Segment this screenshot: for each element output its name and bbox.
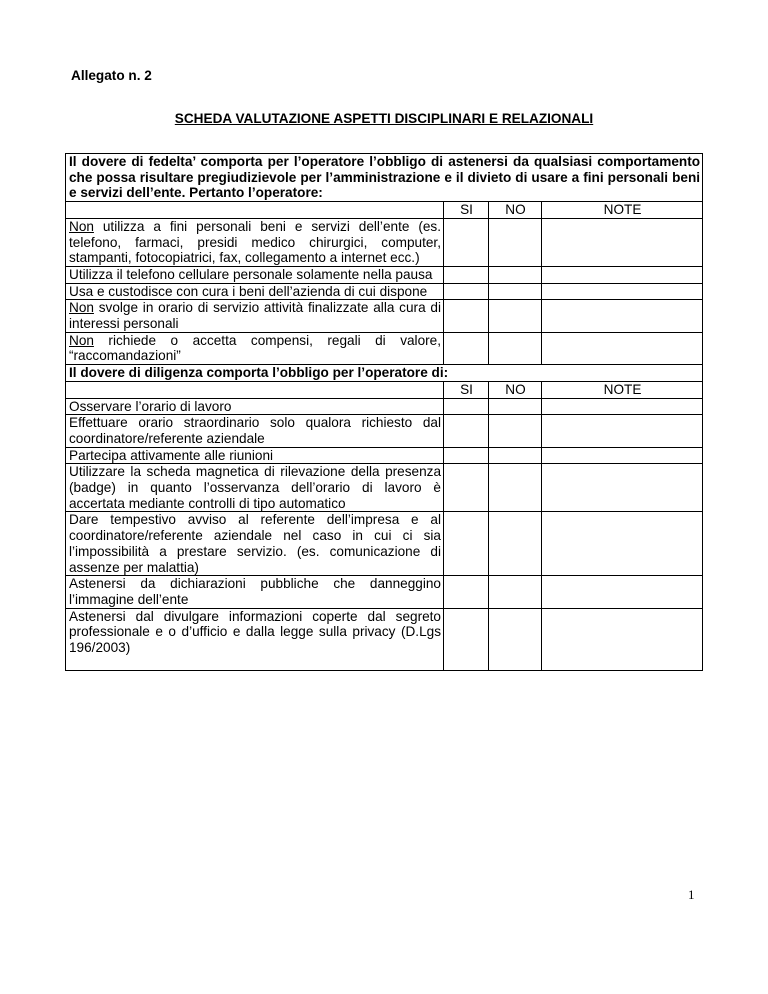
item-text (66, 576, 444, 608)
section-intro-row (66, 365, 703, 382)
item-text (66, 608, 444, 670)
item-body: svolge in orario di servizio attività finalizzate alla cura di interessi personali (69, 300, 441, 332)
si-cell[interactable] (444, 283, 489, 300)
item-row (66, 512, 703, 576)
no-cell[interactable] (489, 512, 542, 576)
item-text (66, 332, 444, 364)
item-text (66, 300, 444, 332)
item-row (66, 576, 703, 608)
item-body: Effettuare orario straordinario solo qualora richiesto dal coordinatore/referente aziendale (69, 415, 441, 446)
item-text (66, 218, 444, 266)
no-cell[interactable] (489, 576, 542, 608)
document-title: SCHEDA VALUTAZIONE ASPETTI DISCIPLINARI E RELAZIONALI (174, 111, 594, 126)
section-intro-row (66, 154, 703, 202)
item-lead: Non (69, 332, 94, 348)
note-cell[interactable] (542, 608, 703, 670)
header-si: SI (444, 202, 489, 219)
diligenza-intro: Il dovere di diligenza comporta l’obbligo per l’operatore di: (66, 365, 703, 382)
column-header-row (66, 202, 703, 219)
item-body: Usa e custodisce con cura i beni dell’azienda di cui dispone (69, 283, 428, 299)
note-cell[interactable] (542, 398, 703, 415)
item-text (66, 398, 444, 415)
item-body: Astenersi dal divulgare informazioni coperte dal segreto professionale e o d’ufficio e dalla legge sulla privacy (D.Lgs 196/2003) (69, 608, 441, 656)
item-body: Utilizzare la scheda magnetica di rilevazione della presenza (badge) in quanto l’osservanza dell’orario di lavoro è accertata mediante controlli di tipo automatico (69, 464, 441, 511)
si-cell[interactable] (444, 464, 489, 512)
no-cell[interactable] (489, 300, 542, 332)
item-text (66, 464, 444, 512)
item-text (66, 283, 444, 300)
note-cell[interactable] (542, 415, 703, 447)
item-row (66, 464, 703, 512)
item-body: Astenersi da dichiarazioni pubbliche che danneggino l’immagine dell’ente (69, 576, 441, 607)
item-row (66, 266, 703, 283)
note-cell[interactable] (542, 512, 703, 576)
item-row (66, 218, 703, 266)
item-row (66, 608, 703, 670)
si-cell[interactable] (444, 332, 489, 364)
item-row (66, 447, 703, 464)
item-body: Partecipa attivamente alle riunioni (69, 447, 274, 463)
no-cell[interactable] (489, 332, 542, 364)
item-text (66, 512, 444, 576)
header-si: SI (444, 381, 489, 398)
annex-label: Allegato n. 2 (71, 68, 152, 83)
header-no: NO (489, 381, 542, 398)
no-cell[interactable] (489, 398, 542, 415)
header-blank (66, 381, 444, 398)
header-blank (66, 202, 444, 219)
evaluation-table (65, 153, 703, 671)
column-header-row (66, 381, 703, 398)
item-text (66, 415, 444, 447)
si-cell[interactable] (444, 415, 489, 447)
no-cell[interactable] (489, 447, 542, 464)
no-cell[interactable] (489, 218, 542, 266)
si-cell[interactable] (444, 576, 489, 608)
page-number: 1 (688, 887, 695, 902)
no-cell[interactable] (489, 266, 542, 283)
item-body: utilizza a fini personali beni e servizi dell’ente (es. telefono, farmaci, presidi medico chirurgici, computer, stampanti, fotocopiatrici, fax, collegamento a internet ecc.) (69, 218, 441, 266)
no-cell[interactable] (489, 283, 542, 300)
item-text (66, 447, 444, 464)
item-body: Utilizza il telefono cellulare personale solamente nella pausa (69, 266, 433, 282)
item-lead: Non (69, 218, 94, 234)
item-row (66, 300, 703, 332)
item-body: richiede o accetta compensi, regali di valore, “raccomandazioni” (69, 332, 441, 364)
item-row (66, 332, 703, 364)
header-note: NOTE (542, 381, 703, 398)
item-row (66, 283, 703, 300)
si-cell[interactable] (444, 266, 489, 283)
note-cell[interactable] (542, 464, 703, 512)
si-cell[interactable] (444, 512, 489, 576)
no-cell[interactable] (489, 415, 542, 447)
si-cell[interactable] (444, 447, 489, 464)
note-cell[interactable] (542, 576, 703, 608)
note-cell[interactable] (542, 332, 703, 364)
note-cell[interactable] (542, 218, 703, 266)
header-no: NO (489, 202, 542, 219)
item-text (66, 266, 444, 283)
item-body: Osservare l’orario di lavoro (69, 398, 232, 414)
no-cell[interactable] (489, 464, 542, 512)
item-row (66, 398, 703, 415)
header-note: NOTE (542, 202, 703, 219)
si-cell[interactable] (444, 218, 489, 266)
note-cell[interactable] (542, 447, 703, 464)
item-row (66, 415, 703, 447)
item-lead: Non (69, 300, 94, 316)
no-cell[interactable] (489, 608, 542, 670)
si-cell[interactable] (444, 300, 489, 332)
si-cell[interactable] (444, 608, 489, 670)
note-cell[interactable] (542, 300, 703, 332)
note-cell[interactable] (542, 283, 703, 300)
item-body: Dare tempestivo avviso al referente dell’impresa e al coordinatore/referente aziendale nel caso in cui ci sia l’impossibilità a prestare servizio. (es. comunicazione di assenze per malattia) (69, 512, 441, 575)
fedelta-intro: Il dovere di fedelta’ comporta per l’operatore l’obbligo di astenersi da qualsiasi comportamento che possa risultare pregiudizievole per l’amministrazione e il divieto di usare a fini personali beni e servizi dell’ente. Pertanto l’operatore: (66, 154, 703, 202)
note-cell[interactable] (542, 266, 703, 283)
si-cell[interactable] (444, 398, 489, 415)
